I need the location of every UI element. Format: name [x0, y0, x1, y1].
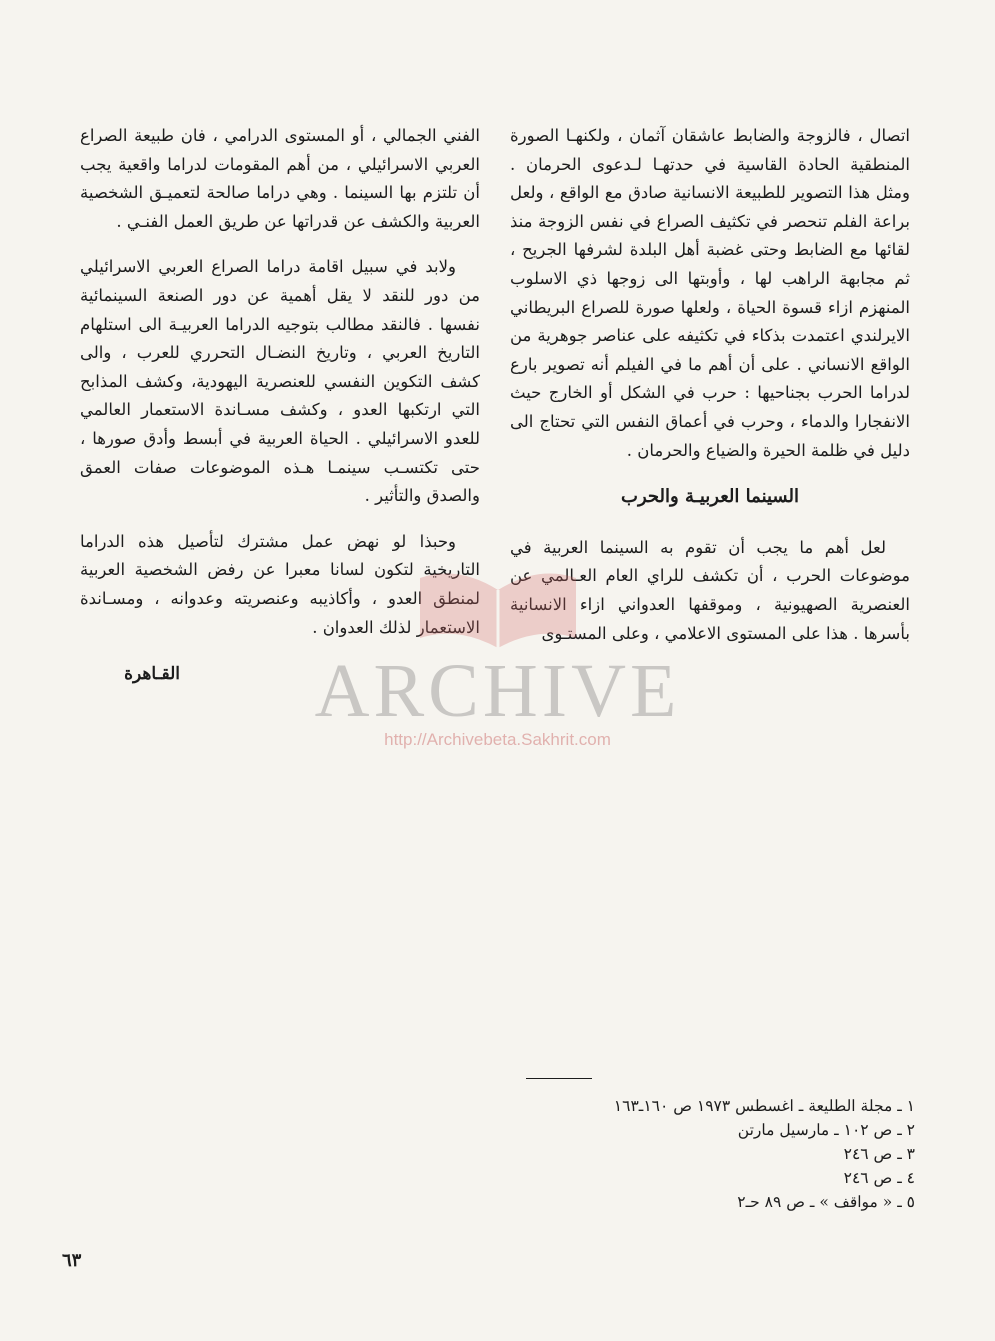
article-column-right	[510, 122, 910, 648]
footnote-divider	[526, 1078, 592, 1079]
footnote-item: ٥ ـ « مواقف » ـ ص ٨٩ حـ٢	[737, 1193, 915, 1211]
body-paragraph: لعل أهم ما يجب أن تقوم به السينما العربية في موضوعات الحرب ، أن تكشف للراي العام العـالمي عن العنصرية الصهيونية ، وموقفها العدواني ازاء الانسانية بأسرها . هذا على المستوى الاعلامي ، وعلى المستـوى	[510, 537, 910, 643]
footnotes-list	[495, 1094, 915, 1214]
footnote-item: ١ ـ مجلة الطليعة ـ اغسطس ١٩٧٣ ص ١٦٠ـ١٦٣	[613, 1097, 915, 1115]
body-paragraph: الفني الجمالي ، أو المستوى الدرامي ، فان طبيعة الصراع العربي الاسرائيلي ، من أهم المقومات لدراما واقعية يجب أن تلتزم بها السينما . وهي دراما صالحة لتعميـق الشخصية العربية والكشف عن قدراتها عن طريق العمل الفنـي .	[80, 126, 480, 231]
author-location-signature: القـاهرة	[124, 664, 180, 685]
body-paragraph: اتصال ، فالزوجة والضابط عاشقان آثمان ، ولكنهـا الصورة المنطقية الحادة القاسية في حدتهـا لـدعوى الحرمان . ومثل هذا التصوير للطبيعة الانسانية صادق مع الواقع ، ولعل براعة الفلم تنحصر في تكثيف الصراع في نفس الزوجة منذ لقائها مع الضابط وحتى غضبة أهل البلدة لشرفها الجريح ، ثم مجابهة الراهب لها ، وأوبتها الى زوجها ذي الاسلوب المنهزم ازاء قسوة الحياة ، ولعلها صورة للصراع البريطاني الايرلندي اعتمدت بذكاء في تكثيفه على عناصر جوهرية من الواقع الانساني . على أن أهم ما في الفيلم أنه تصوير بارع لدراما الحرب بجناحيها : حرب في الشكل أو الخارج حيث الانفجارا والدماء ، وحرب في أعماق النفس التي تحتاج الى دليل في ظلمة الحيرة والضياع والحرمان .	[510, 126, 910, 460]
article-column-left	[80, 122, 480, 689]
footnote-item: ٤ ـ ص ٢٤٦	[843, 1169, 915, 1187]
paragraph-gap	[80, 511, 480, 528]
body-paragraph: وحبذا لو نهض عمل مشترك لتأصيل هذه الدراما التاريخية لتكون لسانا معبرا عن رفض الشخصية العربية لمنطق العدو ، وأكاذيبه وعنصريته وعدوانه ، ومسـاندة الاستعمار لذلك العدوان .	[80, 531, 480, 637]
watermark-url: http://Archivebeta.Sakhrit.com	[384, 730, 611, 749]
footnote-item: ٣ ـ ص ٢٤٦	[843, 1145, 915, 1163]
section-heading: السينما العربيـة والحرب	[621, 486, 799, 508]
page-number: ٦٣	[62, 1250, 82, 1271]
paragraph-gap	[80, 236, 480, 253]
watermark-title: ARCHIVE	[314, 649, 681, 733]
body-paragraph: ولابد في سبيل اقامة دراما الصراع العربي الاسرائيلي من دور للنقد لا يقل أهمية عن دور الصنعة السينمائية نفسها . فالنقد مطالب بتوجيه الدراما العربيـة الى استلهام التاريخ العربي ، وتاريخ النضـال التحرري للعرب ، والى كشف التكوين النفسي للعنصرية اليهودية، وكشف المذابح التي ارتكبها العدو ، وكشف مسـاندة الاستعمار العالمي للعدو الاسرائيلي . الحياة العربية في أبسط وأدق صورها ، حتى تكتسـب سينمـا هـذه الموضوعات صفات العمق والصدق والتأثير .	[80, 257, 480, 506]
footnote-item: ٢ ـ ص ١٠٢ ـ مارسيل مارتن	[737, 1121, 915, 1139]
